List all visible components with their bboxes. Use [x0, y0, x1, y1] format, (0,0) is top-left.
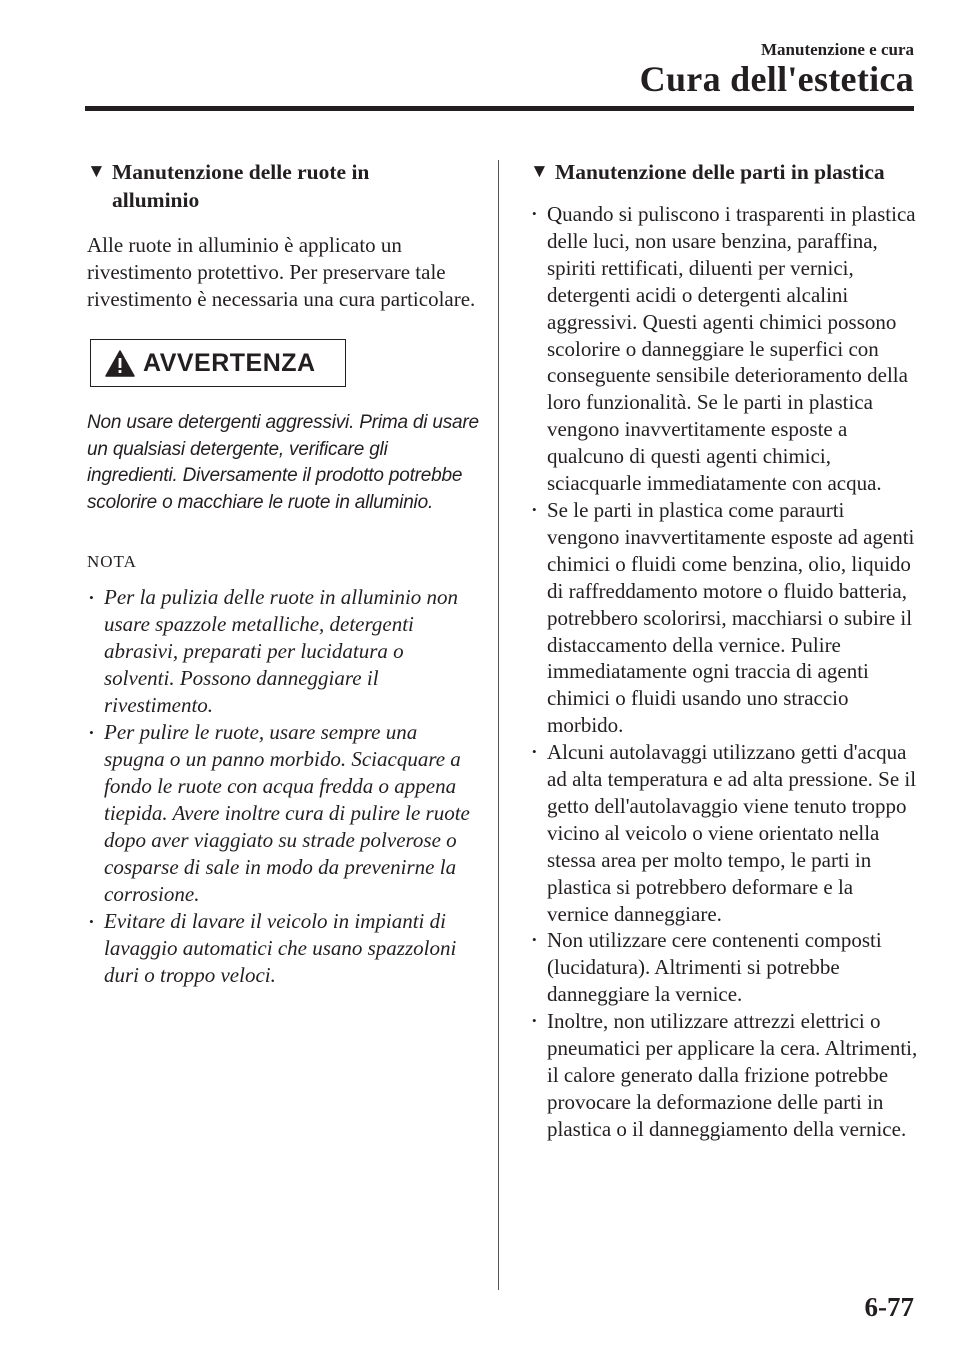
header-rule [85, 106, 914, 111]
column-divider [498, 160, 499, 1290]
down-triangle-icon: ▼ [87, 161, 106, 182]
plastic-care-list [530, 201, 920, 1143]
plastic-parts-heading [530, 158, 920, 186]
heading-text: Manutenzione delle parti in plastica [555, 160, 885, 184]
warning-triangle-icon [105, 350, 135, 377]
list-item: • Non utilizzare cere contenenti composti (lucidatura). Altrimenti si potrebbe danneggiare la vernice. [530, 927, 920, 1008]
down-triangle-icon: ▼ [530, 161, 549, 182]
list-item: • Alcuni autolavaggi utilizzano getti d'acqua ad alta temperatura e ad alta pressione. Se il getto dell'autolavaggio viene tenuto troppo vicino al veicolo o viene orientato nella stessa area per molto tempo, le parti in plastica si potrebbero deformare e la vernice danneggiare. [530, 739, 920, 927]
note-list [87, 584, 479, 989]
note-item: • Evitare di lavare il veicolo in impianti di lavaggio automatici che usano spazzoloni duri o troppo veloci. [87, 908, 479, 989]
left-column [87, 158, 479, 989]
aluminum-wheels-heading [87, 158, 479, 214]
list-item: • Se le parti in plastica come paraurti vengono inavvertitamente esposte ad agenti chimici o fluidi come benzina, olio, liquido di raffreddamento motore o fluido batteria, potrebbero scolorirsi, macchiarsi o subire il distaccamento della vernice. Pulire immediatamente ogni traccia di agenti chimici o fluidi usando uno straccio morbido. [530, 497, 920, 739]
right-column [530, 158, 920, 1143]
list-item: • Inoltre, non utilizzare attrezzi elettrici o pneumatici per applicare la cera. Altrimenti, il calore generato dalla frizione potrebbe provocare la deformazione delle parti in plastica o il danneggiamento della vernice. [530, 1008, 920, 1143]
intro-paragraph: Alle ruote in alluminio è applicato un rivestimento protettivo. Per preservare tale rivestimento è necessaria una cura particolare. [87, 233, 476, 311]
warning-title: AVVERTENZA [143, 348, 316, 377]
note-item: • Per pulire le ruote, usare sempre una spugna o un panno morbido. Sciacquare a fondo le ruote con acqua fredda o appena tiepida. Avere inoltre cura di pulire le ruote dopo aver viaggiato su strade polverose o cosparse di sale in modo da prevenirne la corrosione. [87, 719, 479, 908]
note-label: NOTA [87, 552, 137, 571]
page-number: 6-77 [864, 1292, 914, 1322]
heading-line-1: Manutenzione delle ruote in [112, 160, 370, 184]
warning-box [90, 339, 346, 387]
note-item: • Per la pulizia delle ruote in alluminio non usare spazzole metalliche, detergenti abrasivi, preparati per lucidatura o solventi. Possono danneggiare il rivestimento. [87, 584, 479, 719]
list-item: • Quando si puliscono i trasparenti in plastica delle luci, non usare benzina, paraffina, spiriti rettificati, diluenti per vernici, detergenti acidi o detergenti alcalini aggressivi. Questi agenti chimici possono scolorire o danneggiare le superfici con conseguente sensibile deterioramento della loro funzionalità. Se le parti in plastica vengono inavvertitamente esposte a qualcuno di questi agenti chimici, sciacquarle immediatamente con acqua. [530, 201, 920, 497]
heading-line-2: alluminio [112, 188, 200, 212]
section-title: Manutenzione e cura [761, 40, 914, 59]
warning-text: Non usare detergenti aggressivi. Prima di usare un qualsiasi detergente, verificare gli ingredienti. Diversamente il prodotto potrebbe scolorire o macchiare le ruote in alluminio. [87, 412, 479, 513]
chapter-title: Cura dell'estetica [639, 59, 914, 99]
